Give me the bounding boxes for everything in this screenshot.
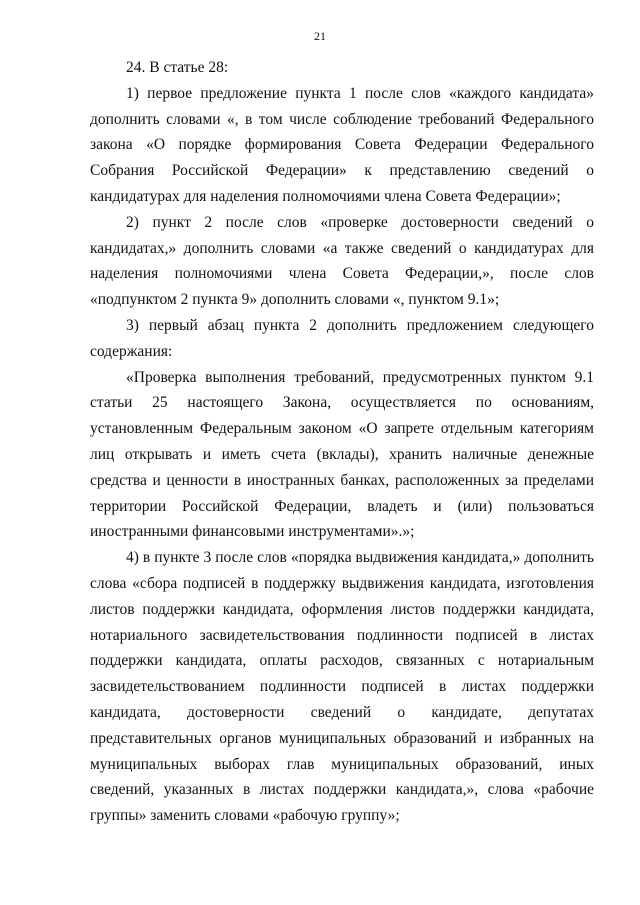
article-heading: 24. В статье 28: bbox=[126, 59, 229, 76]
paragraph-2: 2) пункт 2 после слов «проверке достоверности сведений о кандидатах,» дополнить словами «а также сведений о кандидатурах для наделения полномочиями члена Совета Федерации,», после слов «подпунктом 2 пункта 9» дополнить словами «, пунктом 9.1»; bbox=[90, 213, 594, 309]
paragraph-3: 3) первый абзац пункта 2 дополнить предложением следующего содержания: bbox=[90, 316, 594, 360]
page-number: 21 bbox=[314, 29, 326, 43]
paragraph-1: 1) первое предложение пункта 1 после слов «каждого кандидата» дополнить словами «, в том числе соблюдение требований Федерального закона «О порядке формирования Совета Федерации Федерального Собрания Российской Федерации» к представлению сведений о кандидатурах для наделения полномочиями члена Совета Федерации»; bbox=[90, 84, 594, 205]
paragraph-4: 4) в пункте 3 после слов «порядка выдвижения кандидата,» дополнить слова «сбора подписей в поддержку выдвижения кандидата, изготовления листов поддержки кандидата, оформления листов поддержки кандидата, нотариального засвидетельствования подлинности подписей в листах поддержки кандидата, оплаты расходов, связанных с нотариальным засвидетельствованием подлинности подписей в листах поддержки кандидата, достоверности сведений о кандидате, депутатах представительных органов муниципальных образований и избранных на муниципальных выборах глав муниципальных образований, иных сведений, указанных в листах поддержки кандидата,», слова «рабочие группы» заменить словами «рабочую группу»; bbox=[90, 549, 594, 825]
quoted-paragraph: «Проверка выполнения требований, предусмотренных пунктом 9.1 статьи 25 настоящего Закона, осуществляется по основаниям, установленным Федеральным законом «О запрете отдельным категориям лиц открывать и иметь счета (вклады), хранить наличные денежные средства и ценности в иностранных банках, расположенных за пределами территории Российской Федерации, владеть и (или) пользоваться иностранными финансовыми инструментами».»; bbox=[90, 368, 594, 541]
document-body bbox=[90, 55, 594, 829]
